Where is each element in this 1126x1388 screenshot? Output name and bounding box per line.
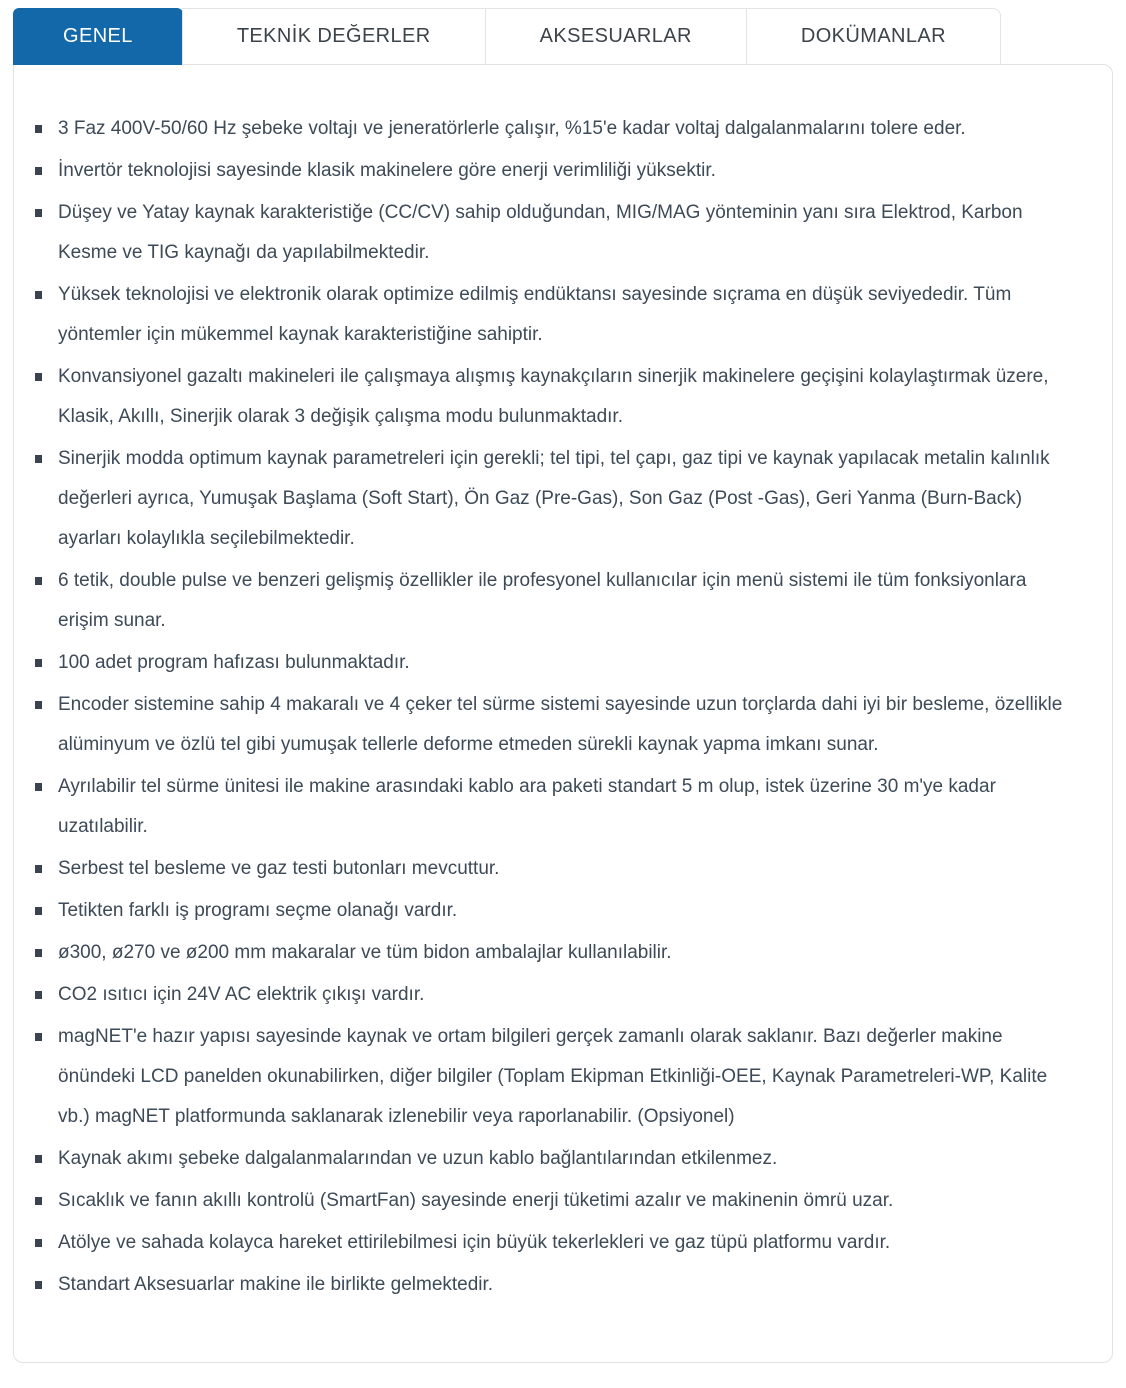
bullet-square-icon	[35, 949, 42, 957]
bullet-square-icon	[35, 907, 42, 915]
tab-bar	[13, 8, 1113, 65]
list-item	[34, 891, 1082, 931]
bullet-square-icon	[35, 659, 42, 667]
bullet-square-icon	[35, 167, 42, 175]
feature-text: Kaynak akımı şebeke dalgalanmalarından ve uzun kablo bağlantılarından etkilenmez.	[58, 1148, 778, 1169]
feature-text: 3 Faz 400V-50/60 Hz şebeke voltajı ve jeneratörlerle çalışır, %15'e kadar voltaj dalgalanmalarını tolere eder.	[58, 118, 966, 139]
feature-text: Tetikten farklı iş programı seçme olanağı vardır.	[58, 900, 458, 921]
list-item	[34, 767, 1082, 847]
list-item	[34, 1017, 1082, 1137]
tab-teknik-degerler[interactable]: TEKNİK DEĞERLER	[182, 8, 486, 65]
feature-text: 100 adet program hafızası bulunmaktadır.	[58, 652, 410, 673]
feature-text: Serbest tel besleme ve gaz testi butonları mevcuttur.	[58, 858, 500, 879]
bullet-square-icon	[35, 1033, 42, 1041]
feature-text: Düşey ve Yatay kaynak karakteristiğe (CC/CV) sahip olduğundan, MIG/MAG yönteminin yanı sıra Elektrod, Karbon Kesme ve TIG kaynağı da yapılabilmektedir.	[58, 202, 1023, 263]
feature-text: Encoder sistemine sahip 4 makaralı ve 4 çeker tel sürme sistemi sayesinde uzun torçlarda dahi iyi bir besleme, özellikle alüminyum ve özlü tel gibi yumuşak tellerle deforme etmeden sürekli kaynak yapma imkanı sunar.	[58, 694, 1063, 755]
bullet-square-icon	[35, 577, 42, 585]
feature-text: İnvertör teknolojisi sayesinde klasik makinelere göre enerji verimliliği yüksektir.	[58, 160, 716, 181]
feature-text: Standart Aksesuarlar makine ile birlikte gelmektedir.	[58, 1274, 494, 1295]
feature-text: Atölye ve sahada kolayca hareket ettirilebilmesi için büyük tekerlekleri ve gaz tüpü platformu vardır.	[58, 1232, 891, 1253]
feature-text: Sinerjik modda optimum kaynak parametreleri için gerekli; tel tipi, tel çapı, gaz tipi ve kaynak yapılacak metalin kalınlık değerleri ayrıca, Yumuşak Başlama (Soft Start), Ön Gaz (Pre-Gas), Son Gaz (Post -Gas), Geri Yanma (Burn-Back) ayarları kolaylıkla seçilebilmektedir.	[58, 448, 1050, 549]
feature-text: Yüksek teknolojisi ve elektronik olarak optimize edilmiş endüktansı sayesinde sıçrama en düşük seviyededir. Tüm yöntemler için mükemmel kaynak karakteristiğine sahiptir.	[58, 284, 1012, 345]
feature-text: Sıcaklık ve fanın akıllı kontrolü (SmartFan) sayesinde enerji tüketimi azalır ve makinenin ömrü uzar.	[58, 1190, 894, 1211]
feature-text: 6 tetik, double pulse ve benzeri gelişmiş özellikler ile profesyonel kullanıcılar için menü sistemi ile tüm fonksiyonlara erişim sunar.	[58, 570, 1027, 631]
bullet-square-icon	[35, 291, 42, 299]
list-item	[34, 685, 1082, 765]
bullet-square-icon	[35, 1281, 42, 1289]
list-item	[34, 275, 1082, 355]
list-item	[34, 439, 1082, 559]
list-item	[34, 1223, 1082, 1263]
bullet-square-icon	[35, 455, 42, 463]
bullet-square-icon	[35, 373, 42, 381]
tab-genel[interactable]: GENEL	[13, 8, 183, 65]
list-item	[34, 1265, 1082, 1305]
bullet-square-icon	[35, 1239, 42, 1247]
tab-aksesuarlar[interactable]: AKSESUARLAR	[485, 8, 747, 65]
bullet-square-icon	[35, 125, 42, 133]
list-item	[34, 643, 1082, 683]
bullet-square-icon	[35, 1197, 42, 1205]
feature-text: Ayrılabilir tel sürme ünitesi ile makine arasındaki kablo ara paketi standart 5 m olup, istek üzerine 30 m'ye kadar uzatılabilir.	[58, 776, 996, 837]
list-item	[34, 1181, 1082, 1221]
list-item	[34, 933, 1082, 973]
bullet-square-icon	[35, 1155, 42, 1163]
bullet-square-icon	[35, 701, 42, 709]
bullet-square-icon	[35, 991, 42, 999]
feature-text: Konvansiyonel gazaltı makineleri ile çalışmaya alışmış kaynakçıların sinerjik makinelere geçişini kolaylaştırmak üzere, Klasik, Akıllı, Sinerjik olarak 3 değişik çalışma modu bulunmaktadır.	[58, 366, 1049, 427]
list-item	[34, 975, 1082, 1015]
list-item	[34, 151, 1082, 191]
list-item	[34, 1139, 1082, 1179]
tab-dokumanlar[interactable]: DOKÜMANLAR	[746, 8, 1001, 65]
bullet-square-icon	[35, 783, 42, 791]
feature-text: magNET'e hazır yapısı sayesinde kaynak ve ortam bilgileri gerçek zamanlı olarak saklanır. Bazı değerler makine önündeki LCD panelden okunabilirken, diğer bilgiler (Toplam Ekipman Etkinliği-OEE, Kaynak Parametreleri-WP, Kalite vb.) magNET platformunda saklanarak izlenebilir veya raporlanabilir. (Opsiyonel)	[58, 1026, 1048, 1127]
bullet-square-icon	[35, 865, 42, 873]
list-item	[34, 561, 1082, 641]
feature-text: CO2 ısıtıcı için 24V AC elektrik çıkışı vardır.	[58, 984, 425, 1005]
list-item	[34, 849, 1082, 889]
list-item	[34, 357, 1082, 437]
feature-text: ø300, ø270 ve ø200 mm makaralar ve tüm bidon ambalajlar kullanılabilir.	[58, 942, 672, 963]
list-item	[34, 109, 1082, 149]
feature-list	[34, 109, 1082, 1305]
list-item	[34, 193, 1082, 273]
tab-content-panel	[13, 64, 1113, 1363]
bullet-square-icon	[35, 209, 42, 217]
